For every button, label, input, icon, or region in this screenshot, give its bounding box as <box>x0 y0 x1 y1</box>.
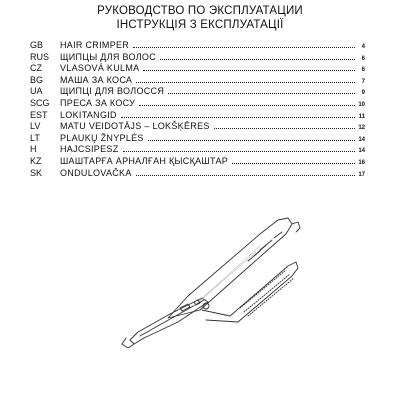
toc-language-code: SK <box>30 167 43 178</box>
toc-title: ЩИПЦІ ДЛЯ ВОЛОССЯ <box>60 86 165 97</box>
header-title-ru: РУКОВОДСТВО ПО ЭКСПЛУАТАЦИИ <box>97 5 303 17</box>
toc-title: VLASOVÁ KULMA <box>60 63 140 74</box>
toc-leader-dots <box>136 75 355 83</box>
toc-page-number: 4 <box>361 44 365 50</box>
toc-row-gb[interactable] <box>30 40 365 52</box>
toc-leader-dots <box>133 40 355 48</box>
toc-language-code: CZ <box>30 63 42 74</box>
toc-language-code: LT <box>30 132 40 143</box>
toc-language-code: EST <box>30 109 48 120</box>
table-of-contents <box>30 40 365 179</box>
toc-title: ПРЕСА ЗА КОСУ <box>60 97 136 108</box>
toc-leader-dots <box>143 63 355 71</box>
toc-page-number: 6 <box>361 67 365 74</box>
toc-page-number: 16 <box>358 159 365 166</box>
toc-page-number: 12 <box>358 125 365 132</box>
toc-language-code: UA <box>30 86 43 97</box>
toc-title: ШАШТАРҒА АРНАЛҒАН ҚЫСҚАШТАР <box>60 155 229 166</box>
toc-language-code: GB <box>30 40 44 50</box>
toc-page-number: 6 <box>361 55 365 62</box>
toc-language-code: H <box>30 144 37 155</box>
toc-title: ONDULOVAČKA <box>60 167 132 178</box>
hair-crimper-illustration <box>110 198 310 348</box>
toc-title: LOKITANGID <box>60 109 117 120</box>
toc-language-code: LV <box>30 121 41 132</box>
toc-title: HAJCSIPESZ <box>60 144 119 155</box>
toc-title: МАША ЗА КОСА <box>60 74 133 85</box>
toc-language-code: RUS <box>30 51 50 62</box>
toc-title: MATU VEIDOTĀJS – LOKŠĶĒRES <box>60 121 210 132</box>
toc-page-number: 7 <box>361 78 365 85</box>
toc-leader-dots <box>121 110 355 118</box>
toc-page-number: 11 <box>358 113 365 120</box>
toc-page-number: 10 <box>358 101 365 108</box>
toc-row-cz[interactable] <box>30 63 365 75</box>
toc-row-sk[interactable] <box>30 168 365 180</box>
toc-language-code: SCG <box>30 97 50 108</box>
toc-page-number: 14 <box>358 136 365 143</box>
header-title-ua: ІНСТРУКЦІЯ З ЕКСПЛУАТАЦІЇ <box>116 19 284 31</box>
toc-title: HAIR CRIMPER <box>60 40 130 50</box>
toc-row-kz[interactable] <box>30 156 365 168</box>
toc-page-number: 9 <box>361 90 365 97</box>
toc-leader-dots <box>123 144 355 152</box>
toc-row-rus[interactable] <box>30 52 365 64</box>
toc-row-lt[interactable] <box>30 133 365 145</box>
toc-title: PLAUKŲ ŽNYPLĖS <box>60 132 144 143</box>
toc-row-bg[interactable] <box>30 75 365 87</box>
toc-title: ЩИПЦЫ ДЛЯ ВОЛОС <box>60 51 157 62</box>
toc-row-h[interactable] <box>30 144 365 156</box>
toc-row-est[interactable] <box>30 110 365 122</box>
hair-crimper-drawing-icon <box>110 198 310 348</box>
toc-row-ua[interactable] <box>30 86 365 98</box>
toc-leader-dots <box>139 98 355 106</box>
toc-leader-dots <box>232 156 355 164</box>
toc-leader-dots <box>160 52 355 60</box>
toc-language-code: BG <box>30 74 44 85</box>
toc-page-number: 14 <box>358 148 365 155</box>
toc-language-code: KZ <box>30 155 42 166</box>
toc-leader-dots <box>148 133 355 141</box>
toc-row-scg[interactable] <box>30 98 365 110</box>
toc-page-number: 17 <box>358 171 365 178</box>
toc-row-lv[interactable] <box>30 121 365 133</box>
toc-leader-dots <box>136 168 355 176</box>
toc-leader-dots <box>168 86 355 94</box>
toc-leader-dots <box>214 121 355 129</box>
